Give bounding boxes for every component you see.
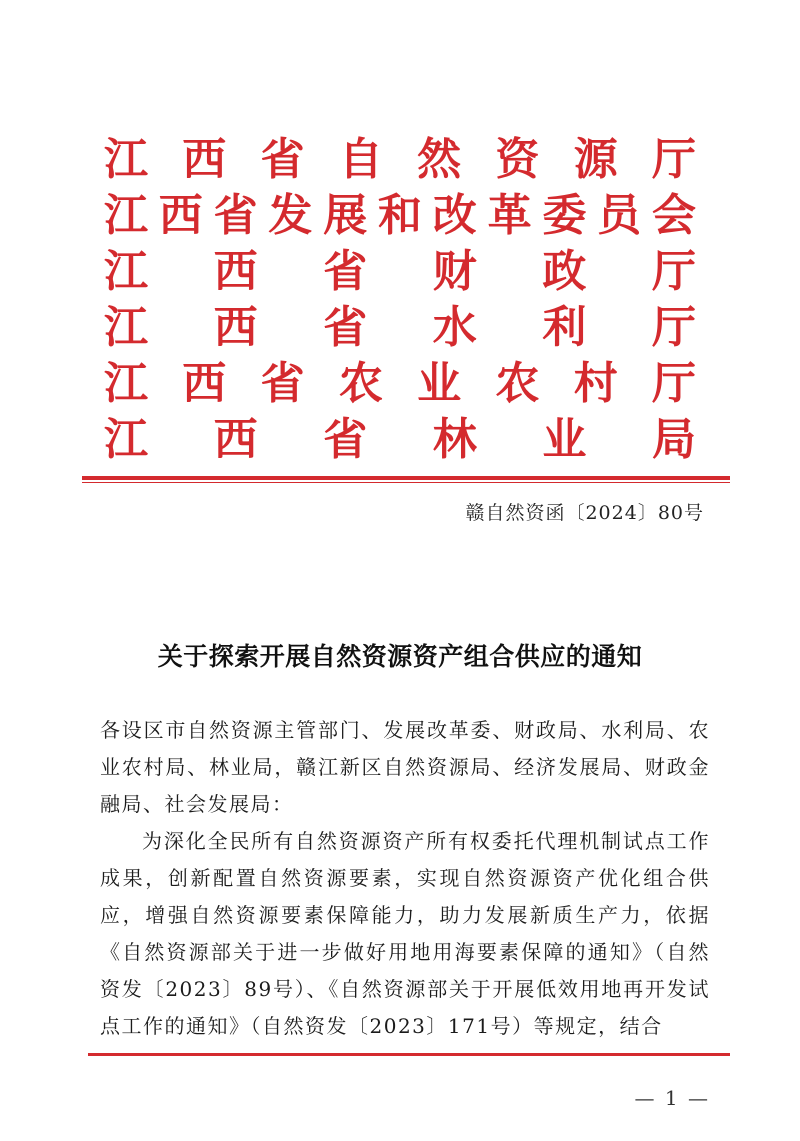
document-number: 赣自然资函〔2024〕80号	[465, 502, 704, 524]
issuer-char: 员	[597, 190, 642, 241]
issuer-char: 厅	[651, 358, 696, 409]
issuer-char: 委	[542, 190, 587, 241]
issuer-char: 厅	[651, 246, 696, 297]
issuer-char: 江	[104, 358, 148, 409]
issuer-water-resources	[104, 300, 696, 356]
red-header-thin-rule	[82, 482, 730, 483]
issuer-char: 江	[104, 134, 148, 185]
issuer-development-reform	[104, 188, 696, 244]
issuer-char: 江	[104, 190, 148, 241]
issuer-char: 革	[487, 190, 532, 241]
issuer-char: 西	[182, 358, 227, 409]
issuer-char: 然	[417, 134, 462, 185]
issuer-char: 西	[213, 246, 258, 297]
body-paragraph: 为深化全民所有自然资源资产所有权委托代理机制试点工作成果，创新配置自然资源要素，实现自然资源资产优化组合供应，增强自然资源要素保障能力，助力发展新质生产力，依据《自然资源部关于进一步做好用地用海要素保障的通知》（自然资发〔2023〕89号）、《自然资源部关于开展低效用地再开发试点工作的通知》（自然资发〔2023〕171号）等规定，结合	[100, 829, 710, 1038]
issuer-char: 源	[573, 134, 618, 185]
issuer-char: 省	[323, 414, 368, 465]
red-footer-rule	[88, 1053, 730, 1056]
issuer-char: 西	[213, 302, 258, 353]
issuer-char: 西	[182, 134, 227, 185]
issuer-char: 利	[542, 302, 587, 353]
issuer-char: 林	[432, 414, 477, 465]
issuer-forestry	[104, 412, 696, 468]
issuer-char: 省	[323, 302, 368, 353]
issuer-char: 自	[338, 134, 383, 185]
issuer-char: 展	[323, 190, 368, 241]
issuer-char: 会	[651, 190, 696, 241]
issuer-agriculture	[104, 356, 696, 412]
issuer-char: 江	[104, 414, 148, 465]
issuer-char: 厅	[651, 302, 696, 353]
issuer-char: 业	[417, 358, 462, 409]
issuer-char: 财	[432, 246, 477, 297]
issuer-char: 省	[323, 246, 368, 297]
issuer-char: 省	[260, 134, 305, 185]
addressees: 各设区市自然资源主管部门、发展改革委、财政局、水利局、农业农村局、林业局，赣江新区自然资源局、经济发展局、财政金融局、社会发展局：	[100, 718, 710, 816]
issuer-finance	[104, 244, 696, 300]
issuer-char: 农	[495, 358, 540, 409]
issuer-char: 业	[542, 414, 587, 465]
issuer-char: 省	[213, 190, 258, 241]
page-number: — 1 —	[634, 1086, 710, 1110]
issuer-char: 西	[213, 414, 258, 465]
issuer-char: 发	[268, 190, 313, 241]
issuing-authorities	[104, 132, 696, 468]
issuer-char: 江	[104, 302, 148, 353]
issuer-char: 江	[104, 246, 148, 297]
issuer-char: 村	[573, 358, 618, 409]
red-header-rule	[82, 476, 730, 480]
document-body	[100, 712, 710, 1045]
issuer-char: 厅	[651, 134, 696, 185]
issuer-char: 农	[338, 358, 383, 409]
issuer-char: 政	[542, 246, 587, 297]
issuer-char: 和	[377, 190, 422, 241]
issuer-char: 水	[432, 302, 477, 353]
issuer-char: 改	[432, 190, 477, 241]
issuer-natural-resources	[104, 132, 696, 188]
issuer-char: 局	[651, 414, 696, 465]
issuer-char: 省	[260, 358, 305, 409]
document-title: 关于探索开展自然资源资产组合供应的通知	[157, 642, 643, 671]
issuer-char: 资	[495, 134, 540, 185]
issuer-char: 西	[158, 190, 203, 241]
